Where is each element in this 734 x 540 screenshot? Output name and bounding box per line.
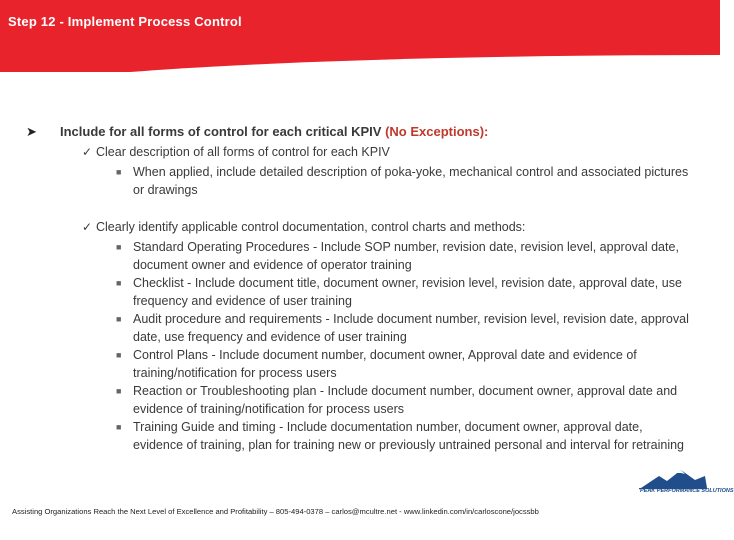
bullet-dot-icon: ■	[116, 167, 122, 177]
bullet-dot-icon: ■	[116, 314, 122, 324]
list-item-text: Reaction or Troubleshooting plan - Include document number, document owner, approval date and evidence of training/notification for process users	[133, 384, 678, 417]
arrow-bullet-icon: ➤	[26, 124, 37, 139]
list-item	[116, 274, 696, 311]
list-item-text: Checklist - Include document title, document owner, revision level, revision date, approval date, use frequency and evidence of user training	[133, 276, 682, 309]
list-item	[116, 382, 696, 419]
list-item-text: Training Guide and timing - Include documentation number, document owner, approval date, evidence of training, plan for training new or previously untrained personal and interval for retraining	[133, 420, 685, 453]
list-item	[116, 238, 696, 275]
bullet-dot-icon: ■	[116, 386, 122, 396]
checkmark-icon: ✓	[82, 220, 93, 234]
list-item	[116, 418, 696, 455]
main-point-highlight: (No Exceptions):	[385, 124, 489, 139]
bullet-dot-icon: ■	[116, 422, 122, 432]
list-item	[116, 163, 696, 200]
check-item	[82, 145, 390, 159]
list-item-text: Control Plans - Include document number, document owner, Approval date and evidence of training/notification for process users	[133, 348, 637, 381]
check-item	[82, 220, 525, 234]
list-item	[116, 310, 696, 347]
list-item-text: Audit procedure and requirements - Include document number, revision level, revision date, approval date, use frequency and evidence of user training	[133, 312, 689, 345]
bullet-dot-icon: ■	[116, 350, 122, 360]
page-title: Step 12 - Implement Process Control	[8, 14, 242, 29]
main-point-label: Include for all forms of control for each critical KPIV	[60, 124, 382, 139]
bullet-dot-icon: ■	[116, 278, 122, 288]
list-item-text: When applied, include detailed description of poka-yoke, mechanical control and associated pictures or drawings	[133, 165, 689, 198]
list-item	[116, 346, 696, 383]
main-point-text	[60, 124, 488, 139]
checkmark-icon: ✓	[82, 145, 93, 159]
check-item-text: Clearly identify applicable control documentation, control charts and methods:	[96, 220, 526, 234]
footer-text: Assisting Organizations Reach the Next Level of Excellence and Profitability – 805-494-0378 – carlos@mcultre.net - www.linkedin.com/in/carloscone/jocssbb	[12, 507, 539, 516]
logo-text: PEAK PERFORMANCE SOLUTIONS	[640, 488, 734, 494]
list-item-text: Standard Operating Procedures - Include SOP number, revision date, revision level, approval date, document owner and evidence of operator training	[133, 240, 679, 273]
mountain-logo-icon	[637, 466, 709, 500]
check-item-text: Clear description of all forms of control for each KPIV	[96, 145, 390, 159]
bullet-dot-icon: ■	[116, 242, 122, 252]
